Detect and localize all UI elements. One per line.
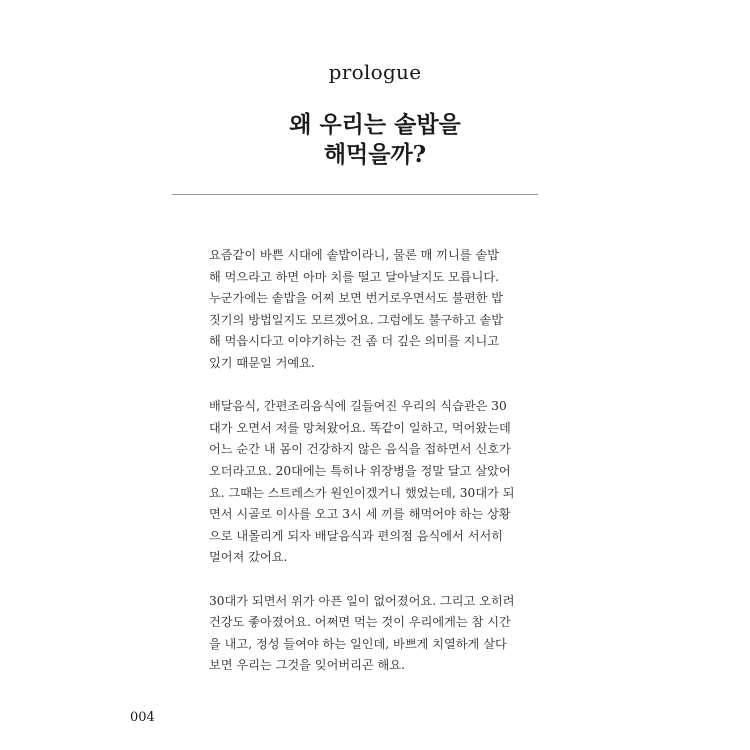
text-line: 보면 우리는 그것을 잊어버리곤 해요. — [209, 658, 405, 673]
chapter-title-line-1: 왜 우리는 솥밥을 — [289, 111, 461, 138]
text-line: 요즘같이 바쁜 시대에 솥밥이라니, 물론 매 끼니를 솥밥 — [209, 248, 500, 262]
text-line: 으로 내몰리게 되자 배달음식과 편의점 음식에서 서서히 — [209, 528, 504, 543]
text-line: 해 먹읍시다고 이야기하는 건 좀 더 깊은 의미를 지니고 — [209, 334, 500, 349]
title-divider — [172, 194, 538, 195]
text-line: 짓기의 방법일지도 모르겠어요. 그럼에도 불구하고 솥밥 — [209, 312, 504, 327]
body-text — [209, 245, 533, 698]
text-line: 을 내고, 정성 들여야 하는 일인데, 바쁘게 치열하게 살다 — [209, 636, 507, 651]
paragraph-1 — [209, 245, 533, 375]
paragraph-2 — [209, 396, 533, 569]
section-label: prologue — [328, 60, 422, 84]
paragraph-3 — [209, 591, 533, 677]
text-line: 해 먹으라고 하면 아마 치를 떨고 달아날지도 모릅니다. — [209, 269, 500, 284]
text-line: 어느 순간 내 몸이 건강하지 않은 음식을 접하면서 신호가 — [209, 442, 511, 457]
chapter-title-line-2: 해먹을까? — [323, 141, 427, 168]
text-line: 있기 때문일 거예요. — [209, 355, 315, 370]
text-line: 30대가 되면서 위가 아픈 일이 없어졌어요. 그리고 오히려 — [209, 593, 515, 608]
chapter-title — [0, 110, 750, 170]
text-line: 배달음식, 간편조리음식에 길들여진 우리의 식습관은 30 — [209, 399, 507, 414]
text-line: 요. 그때는 스트레스가 원인이겠거니 했었는데, 30대가 되 — [209, 485, 515, 500]
text-line: 오더라고요. 20대에는 특히나 위장병을 정말 달고 살았어 — [209, 463, 511, 478]
text-line: 대가 오면서 저를 망쳐왔어요. 똑같이 일하고, 먹어왔는데 — [209, 420, 511, 435]
page-number: 004 — [130, 710, 155, 725]
text-line: 누군가에는 솥밥을 어찌 보면 번거로우면서도 불편한 밥 — [209, 291, 504, 306]
text-line: 멀어져 갔어요. — [209, 550, 288, 565]
text-line: 건강도 좋아졌어요. 어쩌면 먹는 것이 우리에게는 참 시간 — [209, 615, 511, 630]
text-line: 면서 시골로 이사를 오고 3시 세 끼를 해먹어야 하는 상황 — [209, 507, 511, 522]
